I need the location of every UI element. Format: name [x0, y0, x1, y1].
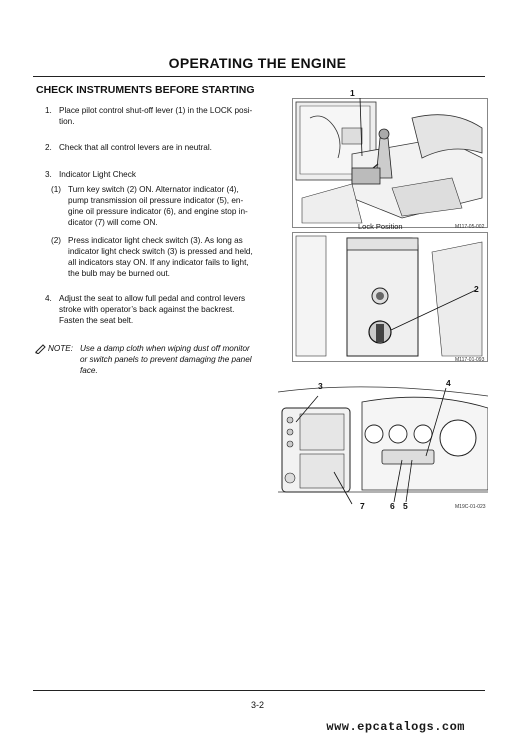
substep-line: all indicators stay ON. If any indicator fails to light,	[68, 258, 249, 267]
step-number: 1.	[45, 106, 52, 115]
step-number: 4.	[45, 294, 52, 303]
substep-number: (1)	[51, 185, 62, 194]
substep-line: indicator light check switch (3) is pressed and held,	[68, 247, 253, 256]
figure-code: M117-05-002	[455, 224, 485, 230]
substep-line: the bulb may be burned out.	[68, 269, 170, 278]
callout-5: 5	[403, 501, 408, 511]
footer-url[interactable]: www.epcatalogs.com	[326, 720, 465, 734]
step-line: Fasten the seat belt.	[59, 316, 134, 325]
key-switch-illustration	[292, 232, 488, 362]
note-label: NOTE:	[48, 344, 74, 353]
step-number: 2.	[45, 143, 52, 152]
callout-7: 7	[360, 501, 365, 511]
bottom-rule	[33, 690, 485, 691]
callout-6: 6	[390, 501, 395, 511]
step-line: stroke with operator’s back against the backrest.	[59, 305, 235, 314]
substep-line: pump transmission oil pressure indicator (5), en-	[68, 196, 244, 205]
page-title: OPERATING THE ENGINE	[168, 55, 347, 71]
figure-code: M117-01-093	[455, 357, 485, 363]
note-line: face.	[80, 366, 98, 375]
title-rule	[33, 76, 485, 77]
substep-line: dicator (7) will come ON.	[68, 218, 158, 227]
monitor-panel-illustration	[278, 382, 488, 510]
step-number: 3.	[45, 170, 52, 179]
callout-1: 1	[350, 88, 355, 98]
note-line: or switch panels to prevent damaging the panel	[80, 355, 252, 364]
step-line: Indicator Light Check	[59, 170, 136, 179]
note-line: Use a damp cloth when wiping dust off monitor	[80, 344, 250, 353]
callout-4: 4	[446, 378, 451, 388]
step-line: Check that all control levers are in neutral.	[59, 143, 212, 152]
callout-2: 2	[474, 284, 479, 294]
substep-number: (2)	[51, 236, 62, 245]
section-title: CHECK INSTRUMENTS BEFORE STARTING	[36, 84, 255, 96]
step-line: tion.	[59, 117, 75, 126]
substep-line: Turn key switch (2) ON. Alternator indicator (4),	[68, 185, 239, 194]
substep-line: gine oil pressure indicator (6), and engine stop in-	[68, 207, 248, 216]
step-line: Adjust the seat to allow full pedal and control levers	[59, 294, 246, 303]
pencil-icon	[34, 343, 47, 354]
figure-heading: Lock Position	[358, 222, 403, 231]
substep-line: Press indicator light check switch (3). As long as	[68, 236, 243, 245]
cab-lever-illustration	[292, 98, 488, 228]
step-line: Place pilot control shut-off lever (1) in the LOCK posi-	[59, 106, 253, 115]
callout-3: 3	[318, 381, 323, 391]
figure-code: M19C-01-023	[455, 504, 486, 510]
page-number: 3-2	[250, 700, 264, 710]
